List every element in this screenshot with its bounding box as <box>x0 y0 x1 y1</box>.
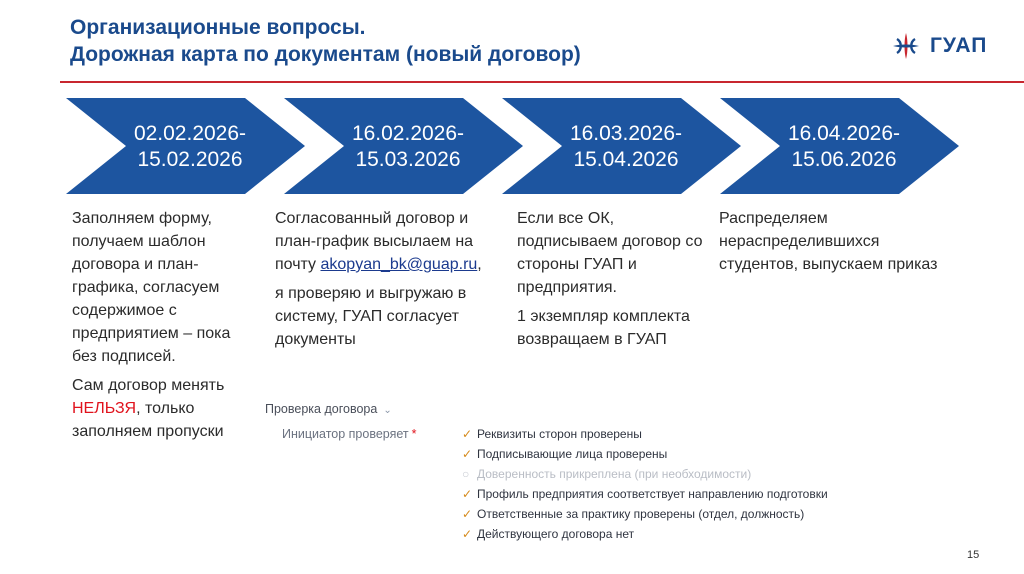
step-2-description <box>275 207 500 351</box>
contract-check-title: Проверка договора <box>265 402 378 416</box>
step-2-text-b: , <box>477 256 482 273</box>
checklist-item[interactable] <box>462 526 882 542</box>
step-1-note-b: , только заполняем пропуски <box>72 400 224 440</box>
chevron-down-icon: ⌄ <box>383 405 392 416</box>
title-line-1: Организационные вопросы. <box>70 16 366 39</box>
title-line-2: Дорожная карта по документам (новый договор) <box>70 43 581 66</box>
step-1-text: Заполняем форму, получаем шаблон договора и план-графика, согласуем содержимое с предприятием – пока без подписей. <box>72 210 231 365</box>
checklist-item-label: Подписывающие лица проверены <box>477 447 668 461</box>
checklist-item[interactable] <box>462 446 882 462</box>
required-asterisk: * <box>411 427 417 441</box>
checklist-item-label: Профиль предприятия соответствует направлению подготовки <box>477 487 828 501</box>
step-4-dates: 16.04.2026- 15.06.2026 <box>787 122 901 171</box>
step-1-note-a: Сам договор менять <box>72 377 225 394</box>
contract-check-header[interactable] <box>265 402 392 416</box>
page-number: 15 <box>967 549 980 561</box>
step-2-text <box>275 207 500 276</box>
check-icon: ✓ <box>462 527 473 541</box>
initiator-label <box>282 427 417 441</box>
step-1-dates: 02.02.2026- 15.02.2026 <box>133 122 247 171</box>
empty-circle-icon: ○ <box>462 467 470 481</box>
checklist-item-label: Доверенность прикреплена (при необходимости) <box>477 467 752 481</box>
step-2-note: я проверяю и выгружаю в систему, ГУАП согласует документы <box>275 285 467 348</box>
checklist-item-label: Реквизиты сторон проверены <box>477 427 642 441</box>
check-icon: ✓ <box>462 487 473 501</box>
checklist-item[interactable] <box>462 486 882 502</box>
step-3-description <box>517 207 707 351</box>
step-3-text: Если все ОК, подписываем договор со стороны ГУАП и предприятия. <box>517 210 703 296</box>
check-icon: ✓ <box>462 427 473 441</box>
checklist-item[interactable] <box>462 506 882 522</box>
forbidden-label: НЕЛЬЗЯ <box>72 400 137 417</box>
step-2-text-a: Согласованный договор и план-график высылаем на почту <box>275 210 474 273</box>
checklist <box>462 426 882 546</box>
check-icon: ✓ <box>462 447 473 461</box>
step-4-description <box>719 207 944 276</box>
step-4-text: Распределяем нераспределившихся студентов, выпускаем приказ <box>719 210 938 273</box>
step-1-note <box>72 374 257 443</box>
step-1-description <box>72 207 257 443</box>
checklist-item-label: Ответственные за практику проверены (отдел, должность) <box>477 507 805 521</box>
step-2-dates: 16.02.2026- 15.03.2026 <box>351 122 465 171</box>
email-link[interactable]: akopyan_bk@guap.ru <box>320 256 478 273</box>
step-3-dates: 16.03.2026- 15.04.2026 <box>569 122 683 171</box>
checklist-item-label: Действующего договора нет <box>477 527 635 541</box>
checklist-item[interactable] <box>462 426 882 442</box>
checklist-item[interactable] <box>462 466 882 482</box>
step-3-note: 1 экземпляр комплекта возвращаем в ГУАП <box>517 308 690 348</box>
check-icon: ✓ <box>462 507 473 521</box>
logo-text: ГУАП <box>930 34 988 57</box>
initiator-text: Инициатор проверяет <box>282 427 409 441</box>
